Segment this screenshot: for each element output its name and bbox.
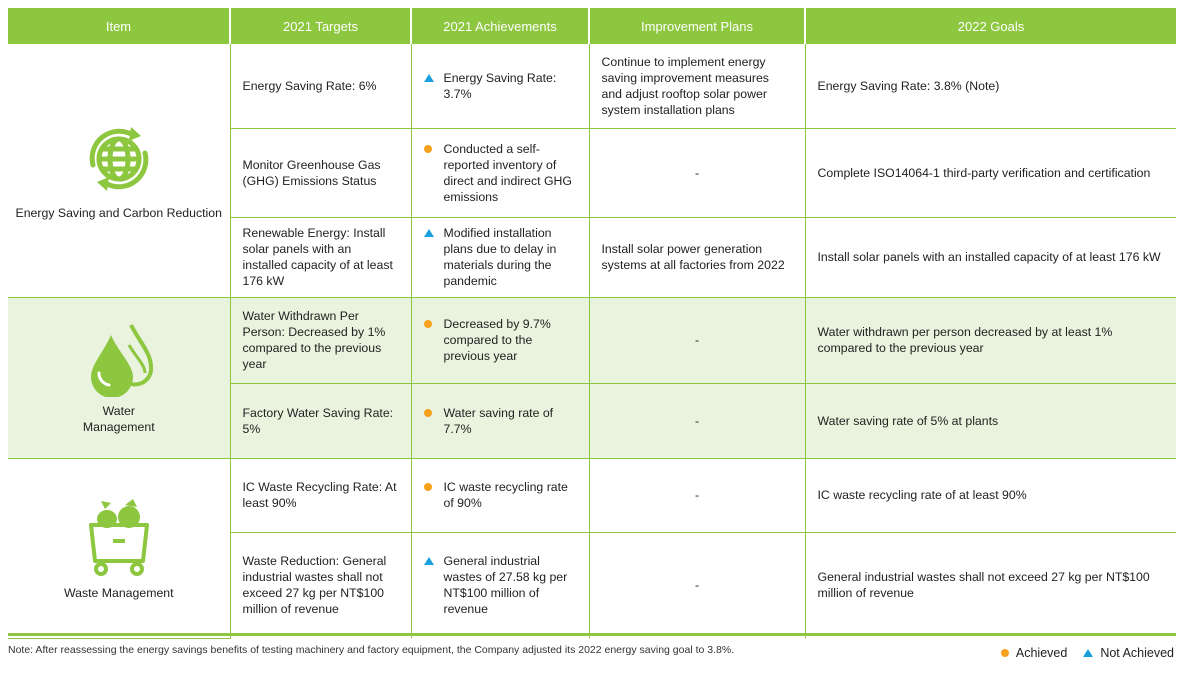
achievement-text: General industrial wastes of 27.58 kg per NT$100 million of revenue [443,554,568,617]
footer-divider [8,633,1176,636]
achievement-text: Water saving rate of 7.7% [443,405,554,436]
legend-achieved [1001,646,1067,660]
plan-cell: - [589,128,805,217]
target-cell: Water Withdrawn Per Person: Decreased by 1% compared to the previous year [230,297,411,383]
target-cell: IC Waste Recycling Rate: At least 90% [230,458,411,532]
not-achieved-icon [424,229,434,237]
goal-cell: Complete ISO14064-1 third-party verification and certification [805,128,1176,217]
legend [985,646,1174,660]
globe-recycle-icon [79,119,159,199]
goal-cell: Water saving rate of 5% at plants [805,383,1176,458]
item-energy [8,44,230,297]
target-cell: Monitor Greenhouse Gas (GHG) Emissions Status [230,128,411,217]
achievement-text: IC waste recycling rate of 90% [443,480,568,510]
legend-not-achieved [1083,646,1174,660]
achieved-icon [424,320,432,328]
header-row [8,8,1176,44]
achievement-cell [411,297,589,383]
item-label: Waste Management [63,586,174,600]
plan-cell: - [589,297,805,383]
item-water [8,297,230,458]
header-improvement-plans: Improvement Plans [589,8,805,44]
achievement-cell [411,44,589,128]
water-drops-icon [79,321,159,397]
waste-cart-icon [79,495,159,579]
legend-achieved-label: Achieved [1015,646,1068,660]
table-row [8,458,1176,532]
target-cell: Waste Reduction: General industrial wastes shall not exceed 27 kg per NT$100 million of revenue [230,532,411,638]
item-label: Energy Saving and Carbon Reduction [15,206,222,221]
target-cell: Renewable Energy: Install solar panels with an installed capacity of at least 176 kW [230,217,411,297]
table-row [8,297,1176,383]
achievement-cell [411,128,589,217]
not-achieved-icon [424,74,434,82]
item-label: Water Management [82,403,155,434]
header-2021-targets: 2021 Targets [230,8,411,44]
goal-cell: Water withdrawn per person decreased by at least 1% compared to the previous year [805,297,1176,383]
goal-cell: General industrial wastes shall not exceed 27 kg per NT$100 million of revenue [805,532,1176,638]
achievement-cell [411,383,589,458]
goal-cell: Energy Saving Rate: 3.8% (Note) [805,44,1176,128]
legend-not-achieved-label: Not Achieved [1100,646,1174,660]
header-2022-goals: 2022 Goals [805,8,1176,44]
goal-cell: IC waste recycling rate of at least 90% [805,458,1176,532]
goal-cell: Install solar panels with an installed capacity of at least 176 kW [805,217,1176,297]
achieved-dot-icon [1001,649,1009,657]
achievement-text: Conducted a self-reported inventory of direct and indirect GHG emissions [443,141,572,204]
achievement-text: Energy Saving Rate: 3.7% [443,70,557,101]
not-achieved-triangle-icon [1083,649,1093,657]
not-achieved-icon [424,557,434,565]
item-waste [8,458,230,638]
achieved-icon [424,409,432,417]
table-row [8,44,1176,128]
header-item: Item [8,8,230,44]
achievement-cell [411,217,589,297]
target-cell: Factory Water Saving Rate: 5% [230,383,411,458]
target-cell: Energy Saving Rate: 6% [230,44,411,128]
achievement-cell [411,458,589,532]
goals-table [8,8,1176,639]
achievement-text: Modified installation plans due to delay in materials during the pandemic [443,226,557,288]
achievement-cell [411,532,589,638]
plan-cell: Install solar power generation systems at all factories from 2022 [589,217,805,297]
achieved-icon [424,483,432,491]
plan-cell: - [589,383,805,458]
achieved-icon [424,145,432,153]
plan-cell: Continue to implement energy saving improvement measures and adjust rooftop solar power system installation plans [589,44,805,128]
header-2021-achievements: 2021 Achievements [411,8,589,44]
plan-cell: - [589,458,805,532]
footnote: Note: After reassessing the energy savings benefits of testing machinery and factory equipment, the Company adjusted its 2022 energy saving goal to 3.8%. [8,644,735,656]
achievement-text: Decreased by 9.7% compared to the previous year [443,317,551,363]
plan-cell: - [589,532,805,638]
